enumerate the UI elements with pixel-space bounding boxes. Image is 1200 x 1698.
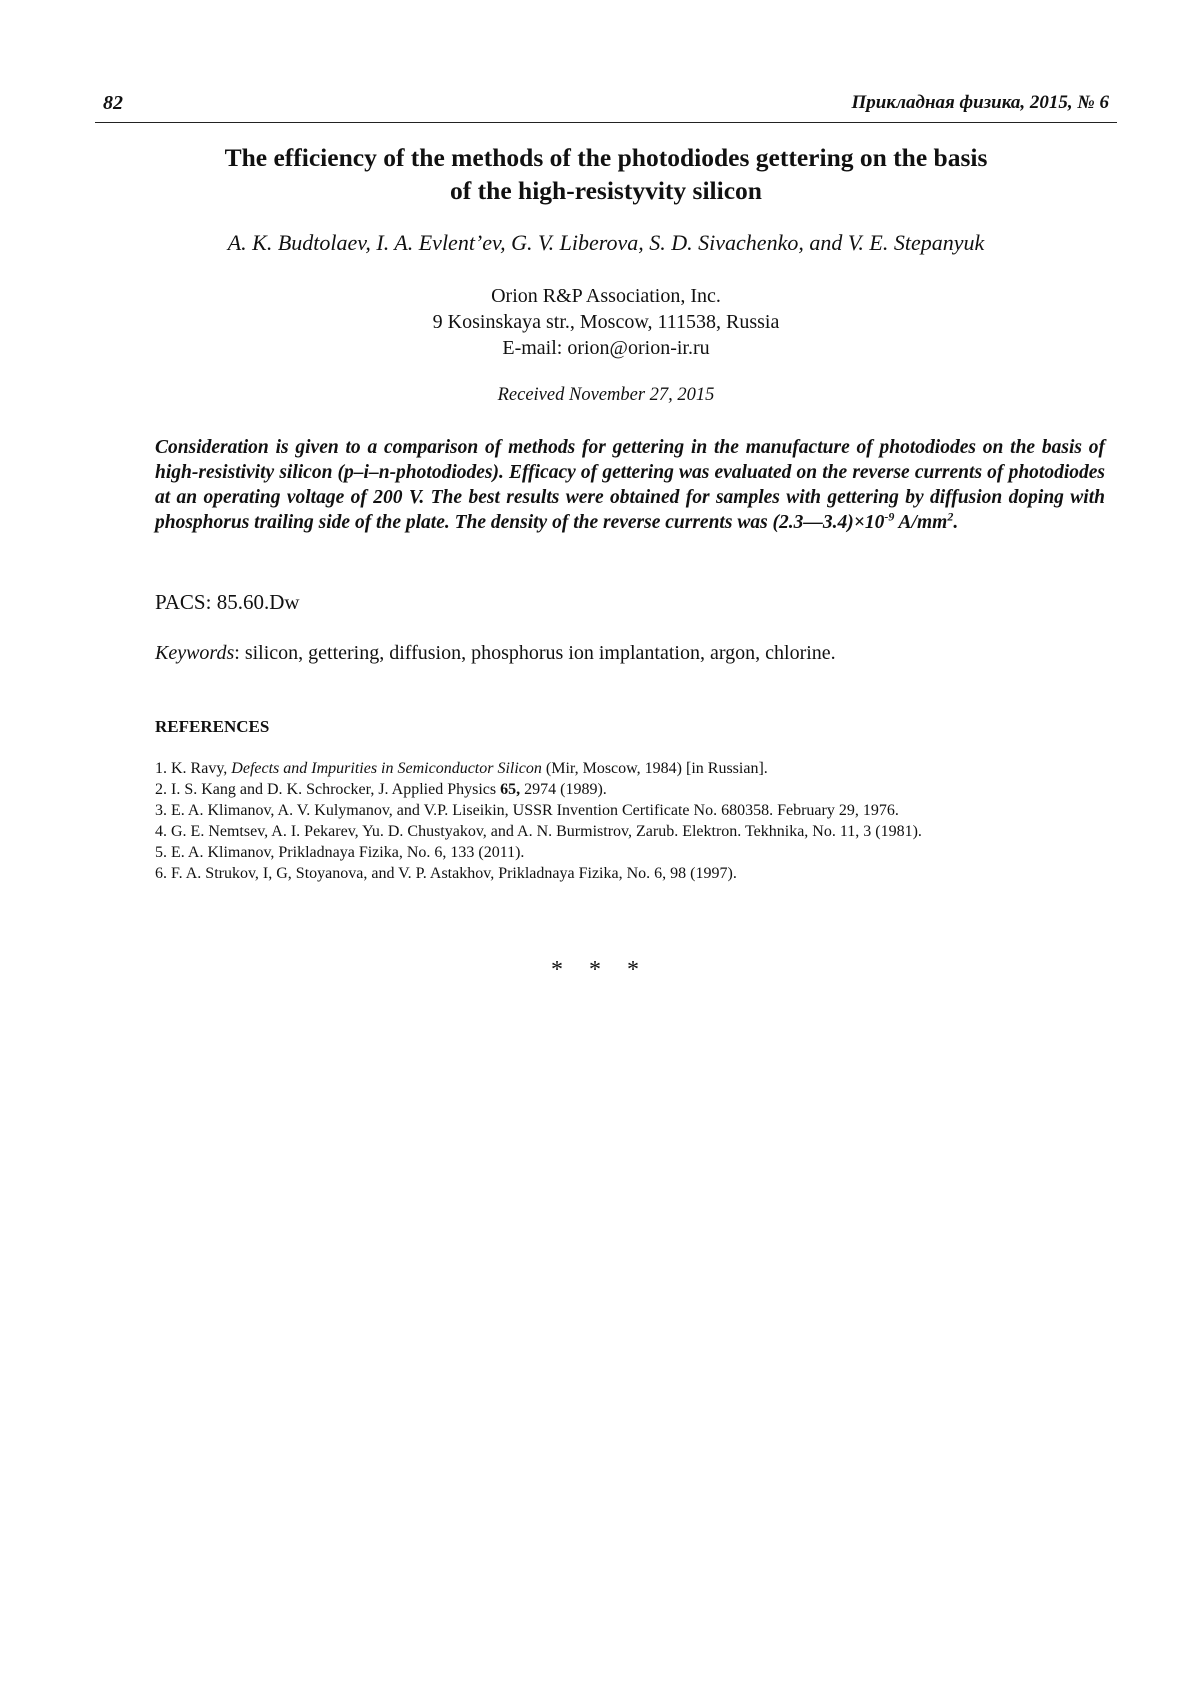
affiliation-address: 9 Kosinskaya str., Moscow, 111538, Russia [432,311,780,333]
references-heading: REFERENCES [155,717,270,736]
reference-list [155,758,1115,884]
keywords-text: : silicon, gettering, diffusion, phosphorus ion implantation, argon, chlorine. [234,642,836,664]
reference-item [155,779,1115,800]
abstract-unit-exponent: 2 [947,509,954,524]
reference-text: 1. K. Ravy, [155,760,232,777]
abstract-unit: A/mm [894,512,948,533]
journal-reference: Прикладная физика, 2015, № 6 [851,92,1109,113]
reference-item: 3. E. A. Klimanov, A. V. Kulymanov, and V.P. Liseikin, USSR Invention Certificate No. 680358. February 29, 1976. [155,802,899,819]
section-separator: * * * [551,957,649,983]
reference-text: 2974 (1989). [520,781,607,798]
reference-text: 2. I. S. Kang and D. K. Schrocker, J. Applied Physics [155,781,501,798]
abstract-exponent: -9 [884,509,895,524]
reference-item: 5. E. A. Klimanov, Prikladnaya Fizika, No. 6, 133 (2011). [155,844,525,861]
article-title [95,141,1117,207]
abstract-text: Consideration is given to a comparison of methods for gettering in the manufacture of photodiodes on the basis of high-resistivity silicon (p–i–n-photodiodes). Efficacy of gettering was evaluated on the reverse currents of photodiodes at an operating voltage of 200 V. The best results were obtained for samples with gettering by diffusion doping with phosphorus trailing side of the plate. The density of the reverse currents was (2.3—3.4)×10 [155,437,1105,533]
running-header [95,92,1117,123]
page-number: 82 [103,92,123,114]
affiliation-email: E-mail: orion@orion-ir.ru [502,337,710,359]
affiliation-block [95,283,1117,361]
abstract [155,435,1105,535]
title-line-1: The efficiency of the methods of the photodiodes gettering on the basis [224,143,988,172]
reference-text: (Mir, Moscow, 1984) [in Russian]. [541,760,768,777]
reference-item: 4. G. E. Nemtsev, A. I. Pekarev, Yu. D. Chustyakov, and A. N. Burmistrov, Zarub. Elektron. Tekhnika, No. 11, 3 (1981). [155,823,922,840]
author-list: A. K. Budtolaev, I. A. Evlent’ev, G. V. Liberova, S. D. Sivachenko, and V. E. Stepanyuk [227,230,985,255]
affiliation-organization: Orion R&P Association, Inc. [491,285,721,307]
keywords-label: Keywords [155,642,235,664]
received-date: Received November 27, 2015 [497,385,715,405]
reference-volume: 65, [500,781,521,798]
pacs-code: PACS: 85.60.Dw [155,590,300,614]
title-line-2: of the high-resistyvity silicon [450,176,762,205]
keywords [155,642,836,665]
reference-book-title: Defects and Impurities in Semiconductor Silicon [231,760,542,777]
reference-item [155,758,1115,779]
reference-item: 6. F. A. Strukov, I, G, Stoyanova, and V. P. Astakhov, Prikladnaya Fizika, No. 6, 98 (1997). [155,865,737,882]
abstract-end: . [953,512,959,533]
